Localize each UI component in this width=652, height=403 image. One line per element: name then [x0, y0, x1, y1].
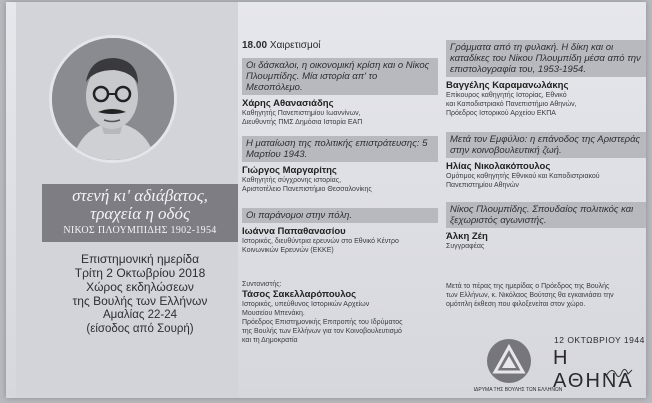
signature-icon	[604, 364, 634, 387]
speaker-affiliation: Ομότιμος καθηγητής Εθνικού και Καποδιστριακού	[446, 173, 600, 180]
event-type: Επιστημονική ημερίδα	[80, 252, 200, 266]
closing-line: των Ελλήνων, κ. Νικόλαος Βούτσης θα εγκαινιάσει την	[446, 292, 614, 299]
event-venue: Χώρος εκδηλώσεων	[86, 280, 194, 294]
title-line-3: ΝΙΚΟΣ ΠΛΟΥΜΠΙΔΗΣ 1902-1954	[63, 225, 217, 236]
coordinator-affiliation: της Βουλής των Ελλήνων για τον Κοινοβουλευτισμό	[242, 328, 402, 335]
stamp-date: 12 ΟΚΤΩΒΡΙΟΥ 1944	[554, 335, 645, 345]
talk-item	[446, 40, 646, 118]
event-date: Τρίτη 2 Οκτωβρίου 2018	[74, 266, 206, 280]
foundation-name: ΙΔΡΥΜΑ ΤΗΣ ΒΟΥΛΗΣ ΤΩΝ ΕΛΛΗΝΩΝ	[473, 387, 563, 393]
stamp-word: Η ΑΘΗΝΑ	[553, 347, 634, 392]
speaker-affiliation: Πρόεδρος Ιστορικού Αρχείου ΕΚΠΑ	[446, 110, 556, 117]
closing-line: ομότιτλη έκθεση που φιλοξενείται στον χώρο.	[446, 301, 586, 308]
coordinator-affiliation: Μουσείου Μπενάκη.	[242, 310, 305, 317]
speaker-affiliation: και Καποδιστριακό Πανεπιστήμιο Αθηνών,	[446, 101, 577, 108]
talk-topic: Νίκος Πλουμπίδης. Σπουδαίος πολιτικός και ξεχωριστός αγωνιστής.	[446, 202, 646, 228]
talk-topic: Γράμματα από τη φυλακή. Η δίκη και οι καταδίκες του Νίκου Πλουμπίδη μέσα από την επιστολογραφία του, 1953-1954.	[446, 40, 646, 77]
closing-note	[446, 282, 646, 309]
speaker-affiliation: Καθηγητής σύγχρονης ιστορίας,	[242, 177, 342, 184]
coordinator-block	[242, 280, 438, 345]
speaker-affiliation: Πανεπιστημίου Αθηνών	[446, 182, 519, 189]
speaker-name: Γιώργος Μαργαρίτης	[242, 165, 337, 176]
event-entrance: (είσοδος από Σουρή)	[86, 323, 194, 335]
coordinator-affiliation: και τη Δημοκρατία	[242, 337, 298, 344]
coordinator-label: Συντονιστής:	[242, 281, 282, 288]
event-address: Αμαλίας 22-24	[102, 309, 178, 321]
speaker-affiliation: Συγγραφέας	[446, 243, 485, 250]
coordinator-affiliation: Πρόεδρος Επιστημονικής Επιτροπής του Ιδρύματος	[242, 319, 403, 326]
speaker-name: Άλκη Ζέη	[446, 231, 488, 242]
speaker-name: Χάρης Αθανασιάδης	[242, 98, 334, 109]
talk-item	[242, 58, 438, 127]
exhibition-title	[42, 184, 238, 242]
talk-item	[242, 208, 438, 255]
speaker-name: Ιωάννα Παπαθανασίου	[242, 226, 346, 237]
talk-topic: Η ματαίωση της πολιτικής επιστράτευσης: 5 Μαρτίου 1943.	[242, 136, 438, 162]
opening-time: 18.00	[242, 40, 268, 51]
speaker-affiliation: Επίκουρος καθηγητής Ιστορίας, Εθνικό	[446, 92, 567, 99]
event-poster	[6, 2, 646, 398]
talk-item	[446, 132, 646, 190]
talk-item	[446, 202, 646, 251]
title-line-2: τραχεία η οδός	[90, 204, 190, 223]
coordinator-name: Τάσος Σακελλαρόπουλος	[242, 289, 357, 300]
closing-line: Μετά το πέρας της ημερίδας ο Πρόεδρος της Βουλής	[446, 283, 610, 290]
talk-topic: Οι δάσκαλοι, η οικονομική κρίση και ο Νίκος Πλουμπίδης. Μία ιστορία απ' το Μεσοπόλεμο.	[242, 58, 438, 95]
coordinator-affiliation: Ιστορικός, υπεύθυνος Ιστορικών Αρχείων	[242, 301, 370, 308]
foundation-logo-icon	[486, 338, 532, 389]
talk-item	[242, 136, 438, 194]
opening-text: Χαιρετισμοί	[269, 40, 321, 51]
talk-topic: Μετά τον Εμφύλιο: η επάνοδος της Αριστεράς στην κοινοβουλευτική ζωή.	[446, 132, 646, 158]
speaker-name: Ηλίας Νικολακόπουλος	[446, 161, 551, 172]
event-details	[42, 252, 238, 336]
speaker-affiliation: Ιστορικός, διευθύντρια ερευνών στο Εθνικό Κέντρο	[242, 238, 399, 245]
speaker-name: Βαγγέλης Καραμανωλάκης	[446, 80, 569, 91]
event-venue-2: της Βουλής των Ελλήνων	[72, 294, 208, 308]
opening-line	[242, 40, 321, 51]
portrait-photo-icon	[52, 38, 174, 160]
speaker-affiliation: Καθηγητής Πανεπιστημίου Ιωαννίνων,	[242, 110, 361, 117]
talk-topic: Οι παράνομοι στην πόλη.	[242, 208, 438, 223]
speaker-affiliation: Αριστοτέλειο Πανεπιστήμιο Θεσσαλονίκης	[242, 186, 372, 193]
title-line-1: στενή κι' αδιάβατος,	[72, 186, 208, 205]
speaker-affiliation: Κοινωνικών Ερευνών (ΕΚΚΕ)	[242, 247, 334, 254]
speaker-affiliation: Διευθυντής ΠΜΣ Δημόσια Ιστορία ΕΑΠ	[242, 119, 363, 126]
